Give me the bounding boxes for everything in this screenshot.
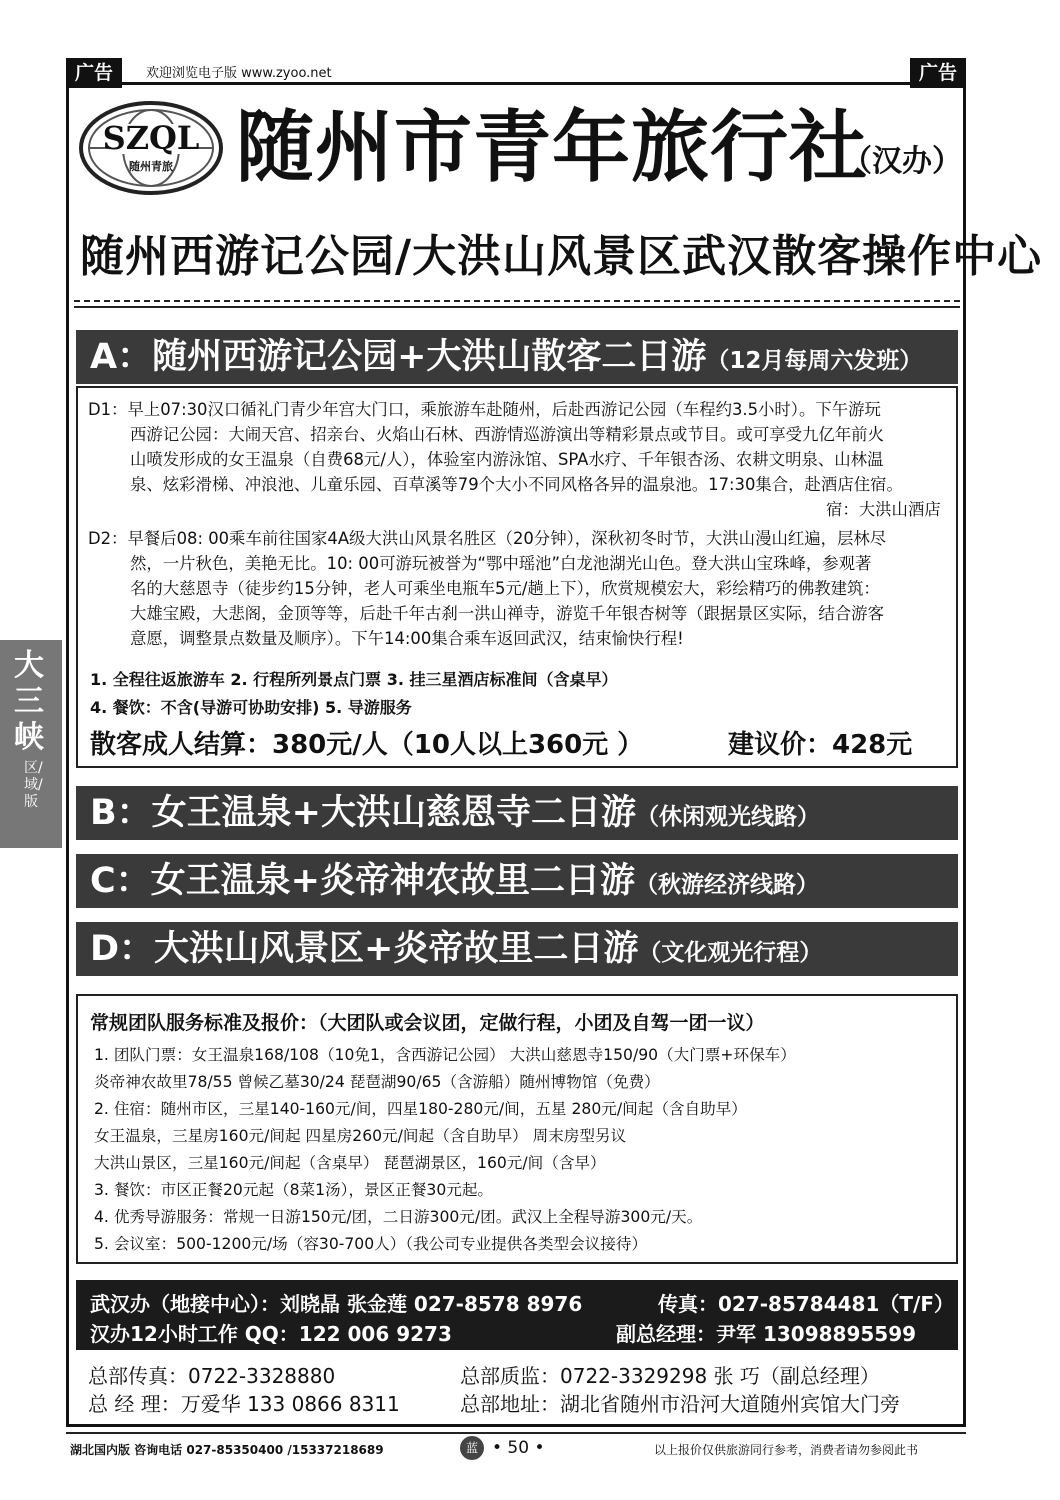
side-edition-tab bbox=[0, 640, 62, 848]
service-line: 大洪山景区，三星160元/间起（含桌早） 琵琶湖景区，160元/间（含早） bbox=[94, 1154, 606, 1172]
footer-left: 湖北国内版 咨询电话 027-85350400 /15337218689 bbox=[70, 1443, 384, 1457]
d1-hotel: 宿：大洪山酒店 bbox=[826, 500, 941, 519]
logo-letters: SZQL bbox=[102, 119, 200, 157]
includes-line: 4. 餐饮：不含(导游可协助安排) 5. 导游服务 bbox=[90, 698, 412, 717]
agency-logo bbox=[78, 100, 224, 196]
d1-line: 山喷发形成的女王温泉（自费68元/人），体验室内游泳馆、SPA水疗、千年银杏汤、农耕文明泉、山林温 bbox=[130, 450, 884, 469]
d2-line: D2：早餐后08: 00乘车前往国家4A级大洪山风景名胜区（20分钟），深秋初冬时节，大洪山漫山红遍，层林尽 bbox=[88, 529, 887, 548]
includes-line: 1. 全程往返旅游车 2. 行程所列景点门票 3. 挂三星酒店标准间（含桌早） bbox=[90, 670, 618, 689]
route-b-label: B：女王温泉+大洪山慈恩寺二日游 bbox=[90, 793, 637, 833]
agency-title: 随州市青年旅行社 bbox=[236, 102, 869, 193]
service-line: 5. 会议室：500-1200元/场（容30-700人）（我公司专业提供各类型会议接待） bbox=[94, 1235, 648, 1253]
hq-general-manager: 总 经 理：万爱华 133 0866 8311 bbox=[88, 1392, 400, 1416]
d1-line: 西游记公园：大闹天宫、招亲台、火焰山石林、西游情巡游演出等精彩景点或节目。或可享受九亿年前火 bbox=[130, 425, 884, 444]
ad-tag-right: 广告 bbox=[910, 58, 966, 88]
service-line: 炎帝神农故里78/55 曾候乙墓30/24 琵琶湖90/65（含游船）随州博物馆（免费） bbox=[94, 1073, 660, 1091]
route-c-note: （秋游经济线路） bbox=[635, 872, 820, 898]
route-d-banner bbox=[76, 922, 958, 976]
side-tab-title: 大三峡 bbox=[14, 648, 44, 755]
page-number: • 50 • bbox=[492, 1438, 545, 1458]
d1-line: 泉、炫彩滑梯、冲浪池、儿童乐园、百草溪等79个大小不同风格各异的温泉池。17:30集合，赴酒店住宿。 bbox=[130, 475, 903, 494]
contact-wuhan-office: 武汉办（地接中心）：刘晓晶 张金莲 027-8578 8976 bbox=[90, 1292, 583, 1316]
welcome-text: 欢迎浏览电子版 www.zyoo.net bbox=[146, 66, 332, 81]
service-line: 女王温泉，三星房160元/间起 四星房260元/间起（含自助早） 周末房型另议 bbox=[94, 1127, 627, 1145]
divider-solid bbox=[74, 306, 960, 308]
contact-fax: 传真：027-85784481（T/F） bbox=[658, 1292, 954, 1316]
route-a-note: （12月每周六发班） bbox=[706, 348, 923, 374]
side-tab-sub: 区/域/版 bbox=[24, 760, 43, 810]
footer-badge bbox=[460, 1436, 484, 1460]
service-line: 4. 优秀导游服务：常规一日游150元/团，二日游300元/团。武汉上全程导游300元/天。 bbox=[94, 1208, 703, 1226]
agency-subtitle: 随州西游记公园/大洪山风景区武汉散客操作中心 bbox=[80, 231, 1043, 282]
contact-bar bbox=[76, 1280, 958, 1350]
route-d-label: D：大洪山风景区+炎帝故里二日游 bbox=[90, 929, 639, 969]
d2-line: 名的大慈恩寺（徒步约15分钟，老人可乘坐电瓶车5元/趟上下），欣赏规模宏大，彩绘精巧的佛教建筑： bbox=[130, 579, 880, 598]
route-a-label: A：随州西游记公园+大洪山散客二日游 bbox=[90, 337, 707, 377]
route-b-note: （休闲观光线路） bbox=[636, 804, 821, 830]
divider-dashed bbox=[74, 300, 960, 302]
services-box bbox=[76, 994, 958, 1264]
price-suggest: 建议价：428元 bbox=[728, 730, 913, 760]
d2-line: 意愿，调整景点数量及顺序）。下午14:00集合乘车返回武汉，结束愉快行程! bbox=[130, 629, 684, 648]
contact-deputy-manager: 副总经理：尹军 13098895599 bbox=[616, 1322, 917, 1346]
route-d-note: （文化观光行程） bbox=[638, 940, 823, 966]
hq-quality: 总部质监：0722-3329298 张 巧（副总经理） bbox=[460, 1364, 880, 1388]
contact-qq: 汉办12小时工作 QQ：122 006 9273 bbox=[90, 1322, 452, 1346]
services-title: 常规团队服务标准及报价：（大团队或会议团，定做行程，小团及自驾一团一议） bbox=[90, 1012, 765, 1034]
logo-caption: 随州青旅 bbox=[129, 160, 173, 173]
ad-tag-left: 广告 bbox=[66, 58, 122, 88]
hq-address: 总部地址：湖北省随州市沿河大道随州宾馆大门旁 bbox=[460, 1392, 900, 1416]
d2-line: 然，一片秋色，美艳无比。10: 00可游玩被誉为“鄂中瑶池”白龙池湖光山色。登大洪山宝珠峰，参观著 bbox=[130, 554, 872, 573]
agency-title-branch: （汉办） bbox=[842, 144, 962, 179]
route-a-box bbox=[76, 386, 958, 768]
service-line: 2. 住宿：随州市区，三星140-160元/间，四星180-280元/间，五星 280元/间起（含自助早） bbox=[94, 1100, 747, 1118]
price-settle: 散客成人结算：380元/人（10人以上360元 ） bbox=[90, 730, 644, 760]
route-b-banner bbox=[76, 786, 958, 840]
route-c-banner bbox=[76, 854, 958, 908]
d2-line: 大雄宝殿，大悲阁，金顶等等，后赴千年古刹一洪山禅寺，游览千年银杏树等（跟据景区实际，结合游客 bbox=[130, 604, 884, 623]
service-line: 3. 餐饮：市区正餐20元起（8菜1汤），景区正餐30元起。 bbox=[94, 1181, 494, 1199]
footer-right: 以上报价仅供旅游同行参考，消费者请勿参阅此书 bbox=[654, 1443, 919, 1457]
hq-info bbox=[76, 1354, 958, 1420]
hq-fax: 总部传真：0722-3328880 bbox=[88, 1364, 336, 1388]
route-c-label: C：女王温泉+炎帝神农故里二日游 bbox=[90, 861, 636, 901]
service-line: 1. 团队门票：女王温泉168/108（10免1，含西游记公园） 大洪山慈恩寺150/90（大门票+环保车） bbox=[94, 1046, 796, 1064]
footer-badge-text: 蓝 bbox=[465, 1441, 478, 1455]
d1-line: D1：早上07:30汉口循礼门青少年宫大门口，乘旅游车赴随州，后赴西游记公园（车程约3.5小时）。下午游玩 bbox=[88, 400, 881, 419]
footer-rule bbox=[66, 1432, 966, 1434]
route-a-banner bbox=[76, 330, 958, 384]
